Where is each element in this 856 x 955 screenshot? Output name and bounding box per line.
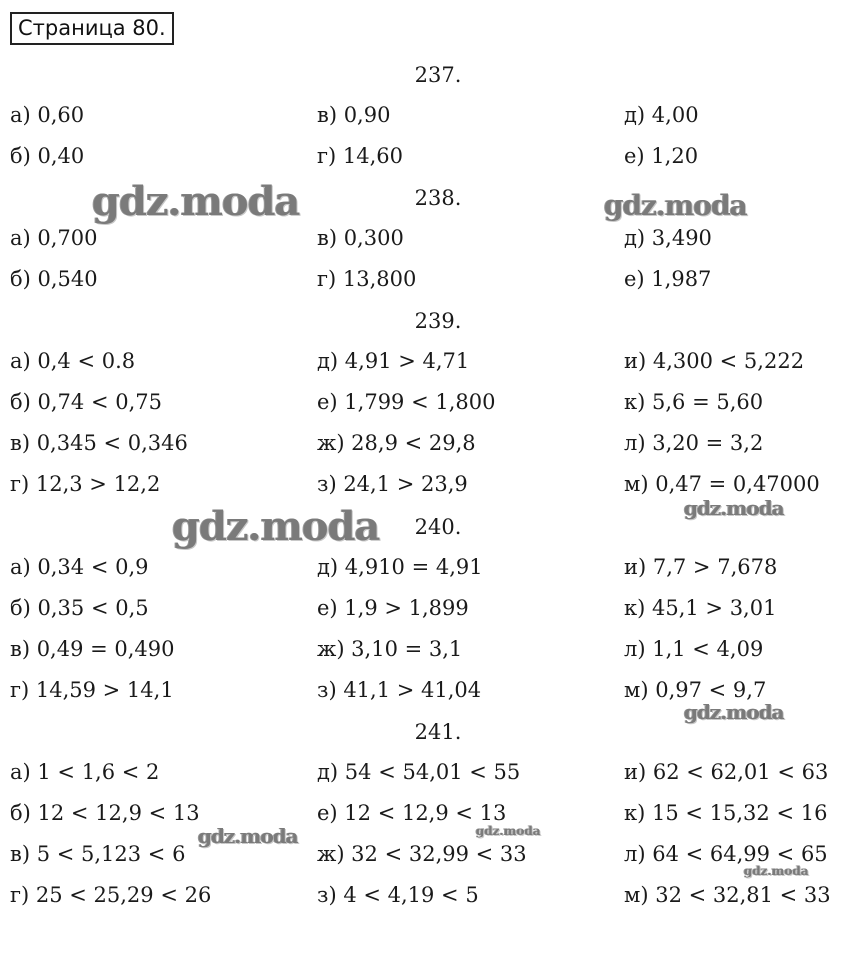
watermark: gdz.moda [172, 503, 380, 550]
answer-cell: л) 64 < 64,99 < 65 [624, 842, 828, 866]
answer-cell: м) 0,97 < 9,7 [624, 678, 767, 702]
answer-row [0, 553, 856, 583]
answer-cell: е) 1,9 > 1,899 [317, 596, 469, 620]
answer-cell: г) 12,3 > 12,2 [10, 472, 161, 496]
answer-cell: г) 14,59 > 14,1 [10, 678, 174, 702]
answer-cell: б) 0,540 [10, 267, 98, 291]
answer-cell: г) 25 < 25,29 < 26 [10, 883, 212, 907]
answer-cell: б) 0,40 [10, 144, 85, 168]
answer-cell: в) 0,90 [317, 103, 391, 127]
answer-cell: з) 4 < 4,19 < 5 [317, 883, 479, 907]
watermark: gdz.moda [92, 178, 300, 225]
exercise-number-239: 239. [414, 309, 462, 333]
answer-cell: д) 4,91 > 4,71 [317, 349, 470, 373]
answer-cell: а) 1 < 1,6 < 2 [10, 760, 160, 784]
answer-cell: в) 0,345 < 0,346 [10, 431, 188, 455]
answer-cell: и) 62 < 62,01 < 63 [624, 760, 829, 784]
answer-cell: л) 3,20 = 3,2 [624, 431, 764, 455]
answer-cell: г) 13,800 [317, 267, 417, 291]
watermark: gdz.moda [198, 824, 298, 848]
answer-row [0, 142, 856, 172]
answer-row [0, 347, 856, 377]
page-label: Страница 80. [10, 12, 174, 45]
answer-cell: ж) 28,9 < 29,8 [317, 431, 476, 455]
answer-cell: д) 4,00 [624, 103, 699, 127]
watermark: gdz.moda [684, 496, 784, 520]
answer-cell: б) 0,35 < 0,5 [10, 596, 149, 620]
answer-row [0, 224, 856, 254]
answer-cell: д) 54 < 54,01 < 55 [317, 760, 521, 784]
answer-row [0, 265, 856, 295]
answer-cell: а) 0,60 [10, 103, 85, 127]
answer-row [0, 881, 856, 911]
answer-row [0, 101, 856, 131]
answer-cell: в) 0,300 [317, 226, 404, 250]
watermark: gdz.moda [604, 189, 747, 222]
answer-cell: л) 1,1 < 4,09 [624, 637, 764, 661]
exercise-number-237: 237. [414, 63, 462, 87]
answer-cell: ж) 3,10 = 3,1 [317, 637, 463, 661]
answer-row [0, 635, 856, 665]
watermark: gdz.moda [684, 700, 784, 724]
answer-cell: и) 4,300 < 5,222 [624, 349, 805, 373]
answer-cell: з) 41,1 > 41,04 [317, 678, 482, 702]
answer-cell: м) 0,47 = 0,47000 [624, 472, 820, 496]
answer-cell: е) 12 < 12,9 < 13 [317, 801, 507, 825]
answer-cell: в) 0,49 = 0,490 [10, 637, 175, 661]
watermark: gdz.moda [476, 824, 541, 838]
answer-cell: д) 3,490 [624, 226, 712, 250]
exercise-number-240: 240. [414, 515, 462, 539]
answer-cell: к) 45,1 > 3,01 [624, 596, 777, 620]
answer-cell: а) 0,700 [10, 226, 98, 250]
answer-row [0, 840, 856, 870]
answer-cell: б) 0,74 < 0,75 [10, 390, 162, 414]
answer-cell: к) 5,6 = 5,60 [624, 390, 764, 414]
answer-cell: д) 4,910 = 4,91 [317, 555, 483, 579]
answer-row [0, 594, 856, 624]
answer-row [0, 388, 856, 418]
answer-cell: а) 0,34 < 0,9 [10, 555, 149, 579]
answer-cell: г) 14,60 [317, 144, 403, 168]
answer-cell: к) 15 < 15,32 < 16 [624, 801, 828, 825]
answer-cell: е) 1,799 < 1,800 [317, 390, 496, 414]
answer-cell: м) 32 < 32,81 < 33 [624, 883, 831, 907]
answer-row [0, 429, 856, 459]
exercise-number-238: 238. [414, 186, 462, 210]
answer-cell: а) 0,4 < 0.8 [10, 349, 136, 373]
answer-cell: е) 1,20 [624, 144, 699, 168]
answer-cell: е) 1,987 [624, 267, 712, 291]
answer-cell: з) 24,1 > 23,9 [317, 472, 468, 496]
answer-cell: ж) 32 < 32,99 < 33 [317, 842, 527, 866]
answer-cell: и) 7,7 > 7,678 [624, 555, 778, 579]
answer-row [0, 758, 856, 788]
answer-cell: в) 5 < 5,123 < 6 [10, 842, 186, 866]
answer-row [0, 799, 856, 829]
answer-cell: б) 12 < 12,9 < 13 [10, 801, 200, 825]
exercise-number-241: 241. [414, 720, 462, 744]
watermark: gdz.moda [744, 864, 809, 878]
